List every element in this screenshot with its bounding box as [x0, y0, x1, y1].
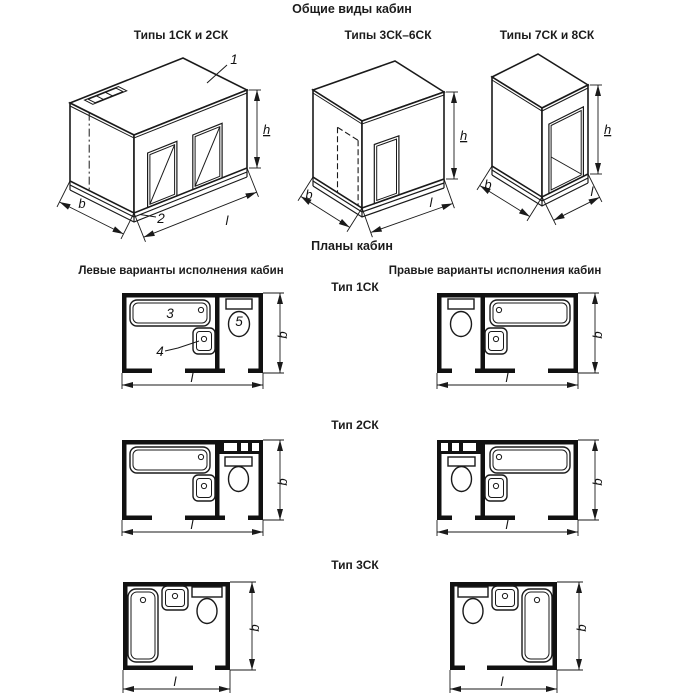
dimension-h — [249, 90, 270, 168]
plan-3sk-right — [432, 578, 597, 698]
bathtub — [128, 589, 158, 662]
dim-label-h: h — [263, 122, 271, 137]
toilet — [448, 299, 474, 337]
cabin-body — [492, 54, 588, 197]
plan-2sk-left — [110, 435, 295, 540]
washbasin — [485, 328, 507, 354]
dim-label-l: l — [505, 370, 509, 385]
plan-type3-title: Тип 3СК — [331, 558, 379, 572]
toilet — [448, 457, 475, 492]
dim-label-b: b — [78, 196, 86, 211]
dim-label-b: b — [574, 624, 589, 632]
left-variants-title: Левые варианты исполнения кабин — [78, 265, 284, 277]
dim-label-b: b — [247, 624, 262, 632]
iso-view-types-3sk-6sk — [290, 48, 480, 243]
washbasin — [193, 475, 215, 501]
washbasin — [492, 586, 518, 610]
bathtub — [522, 589, 552, 662]
toilet — [192, 587, 222, 624]
plan-type2-title: Тип 2СК — [331, 418, 379, 432]
dimension-b — [557, 582, 589, 670]
dim-label-l: l — [190, 517, 194, 532]
right-variants-title: Правые варианты исполнения кабин — [388, 265, 602, 277]
dim-label-l: l — [500, 674, 504, 689]
dim-label-b: b — [484, 177, 492, 192]
washbasin — [193, 328, 215, 354]
plans-title: Планы кабин — [311, 239, 393, 253]
plan-3sk-left — [105, 578, 270, 698]
dim-label-b: b — [590, 331, 605, 339]
iso-label-types-1sk-2sk: Типы 1СК и 2СК — [133, 28, 229, 42]
dim-label-b: b — [305, 187, 313, 202]
dim-label-b: b — [590, 478, 605, 486]
bathtub — [490, 447, 570, 473]
dimension-l — [123, 670, 230, 693]
dim-label-l: l — [190, 370, 194, 385]
plan-type1-title: Тип 1СК — [331, 280, 379, 294]
dim-label-l: l — [505, 517, 509, 532]
dim-label-h: h — [604, 122, 612, 137]
washbasin — [485, 475, 507, 501]
plan-1sk-right — [425, 288, 610, 393]
dim-label-b: b — [275, 478, 290, 486]
plan-2sk-right — [425, 435, 610, 540]
iso-view-types-7sk-8sk — [465, 45, 650, 245]
callout-3-label: 3 — [166, 306, 174, 321]
dim-label-b: b — [275, 331, 290, 339]
toilet — [225, 457, 252, 492]
dim-label-l: l — [429, 195, 433, 210]
bathtub — [130, 447, 210, 473]
cabin-body — [313, 61, 444, 208]
dim-label-l: l — [173, 674, 177, 689]
general-views-title: Общие виды кабин — [292, 2, 412, 16]
iso-label-types-7sk-8sk: Типы 7СК и 8СК — [499, 28, 595, 42]
dimension-b — [230, 582, 262, 670]
dim-label-l: l — [225, 213, 229, 228]
dimension-b — [578, 293, 605, 373]
ventilation-unit — [220, 440, 264, 454]
dim-label-l: l — [590, 184, 594, 199]
dimension-l — [450, 670, 557, 693]
callout-2-label: 2 — [157, 211, 165, 226]
callout-5-label: 5 — [235, 314, 243, 329]
callout-1-label: 1 — [230, 52, 238, 67]
dimension-b — [578, 440, 605, 520]
plan-1sk-left — [110, 288, 295, 393]
dimension-b — [263, 440, 290, 520]
iso-view-types-1sk-2sk — [55, 45, 305, 250]
iso-label-types-3sk-6sk: Типы 3СК–6СК — [344, 28, 432, 42]
cabin-body — [70, 58, 247, 213]
washbasin — [162, 586, 188, 610]
dimension-h — [590, 85, 611, 174]
dim-label-h: h — [460, 128, 468, 143]
toilet — [458, 587, 488, 624]
ventilation-unit — [437, 440, 481, 454]
callout-4-label: 4 — [156, 344, 164, 359]
dimension-b — [263, 293, 290, 373]
bathtub — [490, 300, 570, 326]
